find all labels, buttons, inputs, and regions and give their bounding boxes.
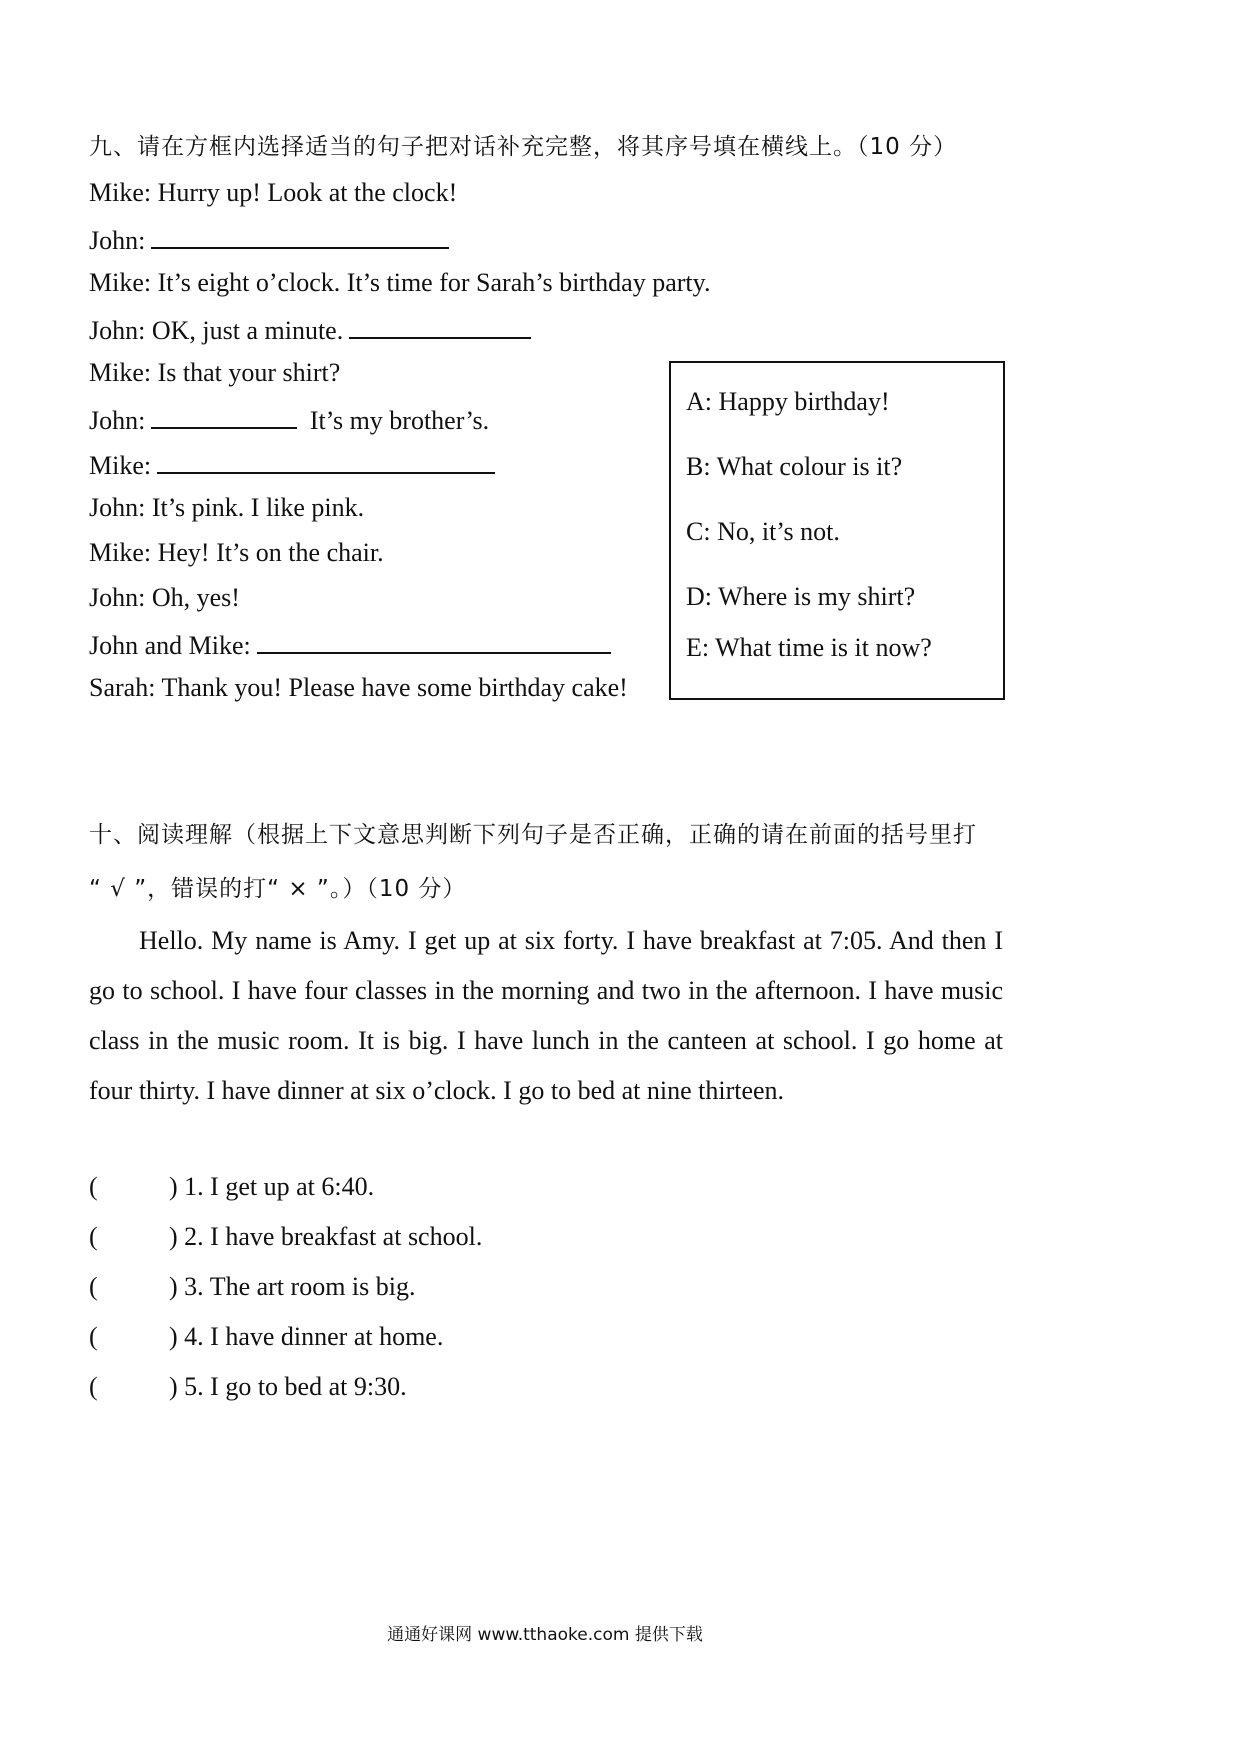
question-text: ) 5. I go to bed at 9:30. bbox=[169, 1372, 407, 1401]
option-d: D: Where is my shirt? bbox=[686, 582, 916, 611]
dialogue-text: John: OK, just a minute. bbox=[89, 316, 344, 345]
dialogue-text: John: It’s pink. I like pink. bbox=[89, 493, 365, 522]
answer-blank-1[interactable] bbox=[151, 221, 449, 249]
question-text: ) 2. I have breakfast at school. bbox=[169, 1222, 483, 1251]
dialogue-text: Mike: Hey! It’s on the chair. bbox=[89, 538, 384, 567]
dialogue-line-7 bbox=[89, 446, 495, 483]
dialogue-text: Sarah: Thank you! Please have some birthday cake! bbox=[89, 673, 628, 702]
question-text: ) 3. The art room is big. bbox=[169, 1272, 416, 1301]
dialogue-line-10 bbox=[89, 581, 240, 615]
question-1 bbox=[89, 1170, 374, 1204]
answer-paren-5[interactable]: ( bbox=[89, 1372, 98, 1401]
dialogue-line-9 bbox=[89, 536, 384, 570]
dialogue-text: Mike: It’s eight o’clock. It’s time for Sarah’s birthday party. bbox=[89, 268, 711, 297]
passage-text: Hello. My name is Amy. I get up at six forty. I have breakfast at 7:05. And then I go to school. I have four classes in the morning and two in the afternoon. I have music class in the music room. It is big. I have lunch in the canteen at school. I go home at four thirty. I have dinner at six o’clock. I go to bed at nine thirteen. bbox=[89, 926, 1003, 1105]
answer-blank-3[interactable] bbox=[151, 401, 297, 429]
answer-paren-2[interactable]: ( bbox=[89, 1222, 98, 1251]
dialogue-text: John and Mike: bbox=[89, 631, 251, 660]
option-e: E: What time is it now? bbox=[686, 633, 932, 662]
dialogue-line-12 bbox=[89, 671, 628, 705]
question-5 bbox=[89, 1370, 407, 1404]
dialogue-text: John: bbox=[89, 226, 146, 255]
reading-passage bbox=[89, 916, 1003, 1116]
dialogue-line-8 bbox=[89, 491, 364, 525]
dialogue-text: John: Oh, yes! bbox=[89, 583, 240, 612]
dialogue-text: Mike: Is that your shirt? bbox=[89, 358, 341, 387]
question-text: ) 1. I get up at 6:40. bbox=[169, 1172, 375, 1201]
dialogue-line-2 bbox=[89, 221, 449, 258]
question-2 bbox=[89, 1220, 482, 1254]
option-c: C: No, it’s not. bbox=[686, 517, 840, 546]
footer-source: 通通好课网 www.tthaoke.com 提供下载 bbox=[387, 1625, 703, 1645]
dialogue-line-11 bbox=[89, 626, 611, 663]
dialogue-line-6 bbox=[89, 401, 489, 438]
answer-paren-3[interactable]: ( bbox=[89, 1272, 98, 1301]
question-text: ) 4. I have dinner at home. bbox=[169, 1322, 444, 1351]
answer-paren-1[interactable]: ( bbox=[89, 1172, 98, 1201]
answer-blank-2[interactable] bbox=[349, 311, 531, 339]
question-4 bbox=[89, 1320, 443, 1354]
section10-heading-line1: 十、阅读理解（根据上下文意思判断下列句子是否正确，正确的请在前面的括号里打 bbox=[89, 822, 977, 848]
option-a: A: Happy birthday! bbox=[686, 387, 890, 416]
dialogue-line-5 bbox=[89, 356, 340, 390]
dialogue-line-1 bbox=[89, 176, 457, 210]
option-b: B: What colour is it? bbox=[686, 452, 903, 481]
section10-heading-line2: “ √ ”，错误的打“ × ”。）（10 分） bbox=[89, 876, 467, 902]
question-3 bbox=[89, 1270, 415, 1304]
dialogue-text: John: bbox=[89, 406, 146, 435]
section9-heading: 九、请在方框内选择适当的句子把对话补充完整，将其序号填在横线上。（10 分） bbox=[89, 134, 958, 160]
options-box bbox=[669, 361, 1005, 700]
answer-blank-5[interactable] bbox=[257, 626, 611, 654]
dialogue-text: Mike: Hurry up! Look at the clock! bbox=[89, 178, 458, 207]
dialogue-text: Mike: bbox=[89, 451, 152, 480]
dialogue-line-4 bbox=[89, 311, 531, 348]
answer-paren-4[interactable]: ( bbox=[89, 1322, 98, 1351]
dialogue-line-3 bbox=[89, 266, 710, 300]
answer-blank-4[interactable] bbox=[157, 446, 495, 474]
dialogue-text-after: It’s my brother’s. bbox=[309, 406, 490, 435]
